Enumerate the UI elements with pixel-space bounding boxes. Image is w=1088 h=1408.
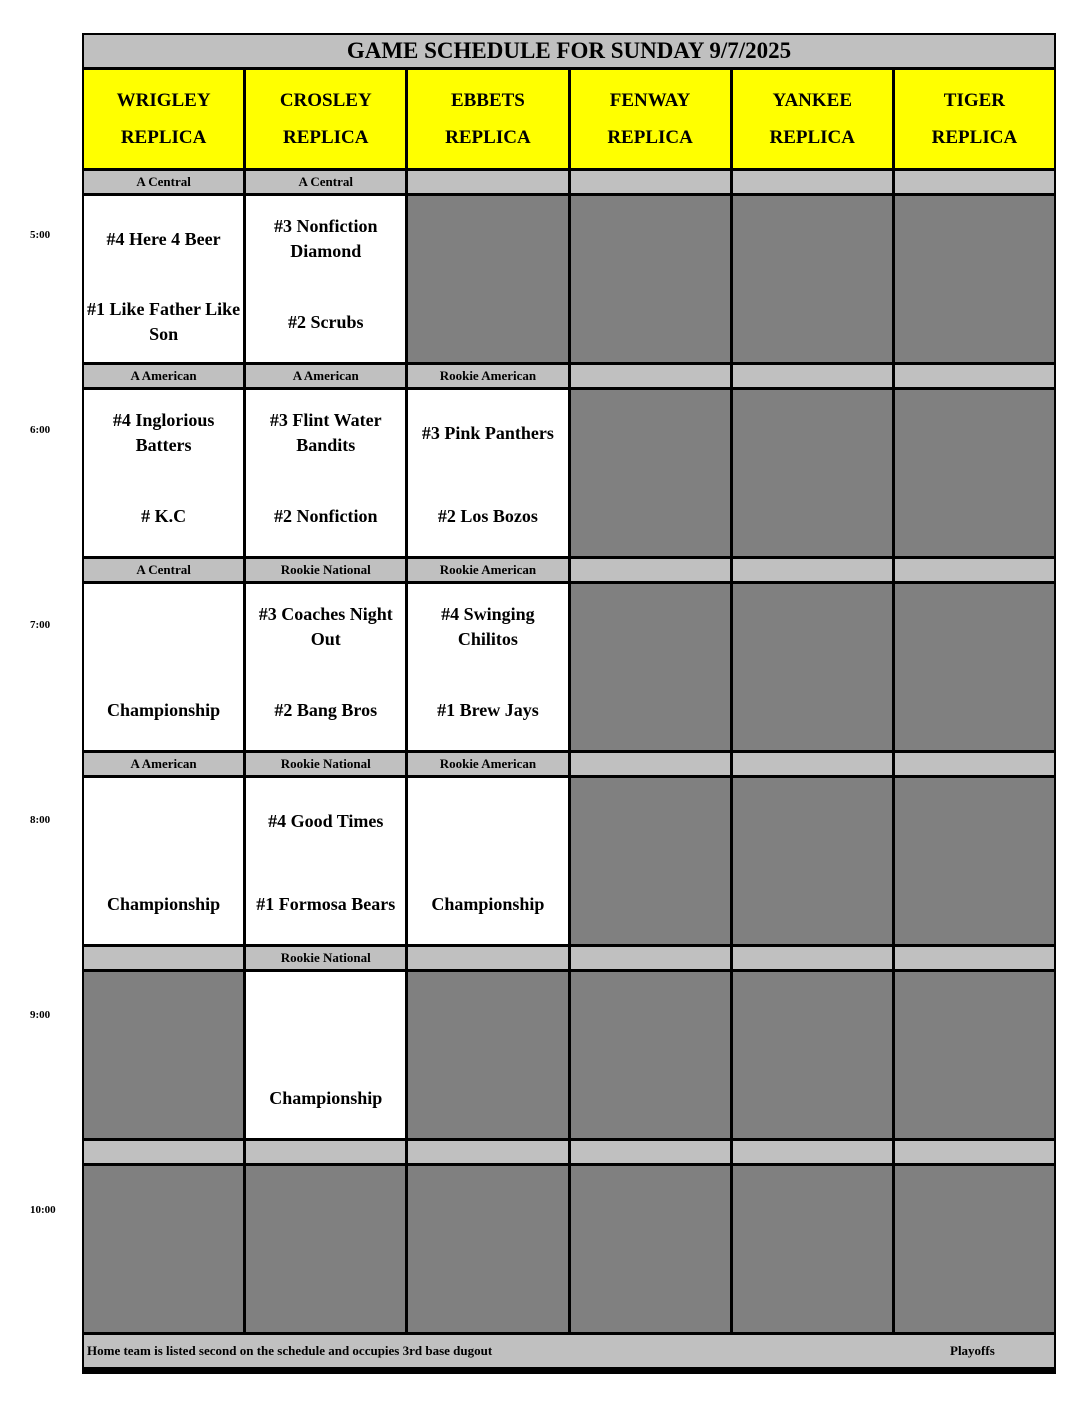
division-label [408, 171, 567, 193]
division-label [571, 559, 730, 581]
away-team [86, 778, 241, 864]
unused-slot [733, 390, 892, 556]
unused-slot [733, 972, 892, 1138]
footer-note: Home team is listed second on the schedule and occupies 3rd base dugout [87, 1343, 493, 1358]
division-label: A Central [246, 171, 405, 193]
venue-subtitle: REPLICA [931, 127, 1018, 148]
division-label [84, 947, 243, 969]
division-label [571, 947, 730, 969]
away-team: #3 Nonfiction Diamond [273, 216, 378, 261]
home-team: Championship [107, 699, 221, 720]
away-team [248, 972, 403, 1058]
venue-name: WRIGLEY [116, 90, 211, 111]
away-team: #3 Pink Panthers [421, 422, 554, 443]
game-cell [84, 390, 243, 556]
unused-slot [408, 972, 567, 1138]
unused-slot [733, 1166, 892, 1332]
footer-tag: Playoffs [950, 1343, 995, 1358]
unused-slot [895, 972, 1054, 1138]
home-team: #2 Nonfiction [273, 505, 378, 526]
division-label: Rookie National [246, 753, 405, 775]
venue-header-crosley [246, 70, 405, 168]
division-label: Rookie National [246, 559, 405, 581]
home-team: #1 Like Father Like Son [86, 299, 241, 344]
division-label [733, 559, 892, 581]
schedule-title: GAME SCHEDULE FOR SUNDAY 9/7/2025 [84, 35, 1054, 67]
away-team [86, 584, 241, 670]
away-team: #4 Good Times [268, 810, 384, 831]
game-cell [246, 972, 405, 1138]
home-team: #2 Scrubs [287, 311, 364, 332]
division-label [733, 365, 892, 387]
game-cell [246, 584, 405, 750]
game-cell [246, 196, 405, 362]
division-label [408, 1141, 567, 1163]
unused-slot [571, 196, 730, 362]
away-team: #4 Inglorious Batters [112, 410, 215, 455]
division-label [571, 365, 730, 387]
away-team: #4 Swinging Chilitos [441, 604, 535, 649]
unused-slot [895, 1166, 1054, 1332]
unused-slot [895, 778, 1054, 944]
venue-subtitle: REPLICA [120, 127, 207, 148]
venue-name: FENWAY [609, 90, 691, 111]
venue-subtitle: REPLICA [607, 127, 693, 148]
time-label: 10:00 [30, 1204, 56, 1216]
division-label [571, 171, 730, 193]
division-label: A Central [84, 559, 243, 581]
venue-header-ebbets [408, 70, 567, 168]
away-team: #3 Coaches Night Out [258, 604, 393, 649]
unused-slot [408, 196, 567, 362]
time-label: 6:00 [30, 424, 51, 436]
unused-slot [733, 196, 892, 362]
venue-subtitle: REPLICA [769, 127, 855, 148]
unused-slot [84, 972, 243, 1138]
venue-header-yankee [733, 70, 892, 168]
division-label [733, 753, 892, 775]
division-label [895, 365, 1054, 387]
venue-header-wrigley [84, 70, 243, 168]
schedule-footer [84, 1335, 1054, 1367]
home-team: #2 Los Bozos [437, 505, 538, 526]
game-cell [84, 584, 243, 750]
unused-slot [895, 584, 1054, 750]
division-label [895, 559, 1054, 581]
game-cell [408, 778, 567, 944]
venue-header-tiger [895, 70, 1054, 168]
game-cell [246, 778, 405, 944]
game-cell [408, 584, 567, 750]
venue-header-fenway [571, 70, 730, 168]
division-label: A Central [84, 171, 243, 193]
time-label: 9:00 [30, 1009, 51, 1021]
unused-slot [571, 972, 730, 1138]
home-team: # K.C [141, 505, 187, 526]
unused-slot [571, 390, 730, 556]
division-label: Rookie National [246, 947, 405, 969]
unused-slot [571, 584, 730, 750]
time-label: 5:00 [30, 229, 51, 241]
division-label [895, 947, 1054, 969]
unused-slot [84, 1166, 243, 1332]
division-label [733, 947, 892, 969]
division-label: Rookie American [408, 365, 567, 387]
game-cell [84, 196, 243, 362]
division-label: A American [84, 753, 243, 775]
away-team: #4 Here 4 Beer [106, 228, 221, 249]
home-team: #1 Brew Jays [437, 699, 539, 720]
home-team: #1 Formosa Bears [256, 893, 396, 914]
unused-slot [895, 390, 1054, 556]
venue-subtitle: REPLICA [445, 127, 531, 148]
unused-slot [246, 1166, 405, 1332]
division-label [408, 947, 567, 969]
home-team: Championship [107, 893, 221, 914]
division-label [895, 753, 1054, 775]
game-cell [246, 390, 405, 556]
home-team: Championship [431, 893, 545, 914]
venue-name: TIGER [943, 90, 1006, 111]
division-label [246, 1141, 405, 1163]
venue-name: YANKEE [772, 90, 853, 111]
game-cell [408, 390, 567, 556]
unused-slot [733, 584, 892, 750]
division-label: A American [84, 365, 243, 387]
venue-name: CROSLEY [279, 90, 372, 111]
schedule-table [82, 33, 1056, 1374]
unused-slot [733, 778, 892, 944]
unused-slot [895, 196, 1054, 362]
time-label: 8:00 [30, 814, 51, 826]
venue-subtitle: REPLICA [282, 127, 369, 148]
game-cell [84, 778, 243, 944]
division-label: Rookie American [408, 753, 567, 775]
division-label [733, 171, 892, 193]
division-label [733, 1141, 892, 1163]
venue-name: EBBETS [450, 90, 525, 111]
home-team: Championship [269, 1087, 383, 1108]
time-label: 7:00 [30, 619, 51, 631]
unused-slot [571, 778, 730, 944]
division-label [84, 1141, 243, 1163]
away-team: #3 Flint Water Bandits [269, 410, 382, 455]
division-label [895, 1141, 1054, 1163]
division-label [571, 1141, 730, 1163]
home-team: #2 Bang Bros [274, 699, 378, 720]
division-label: Rookie American [408, 559, 567, 581]
division-label [895, 171, 1054, 193]
division-label: A American [246, 365, 405, 387]
division-label [571, 753, 730, 775]
away-team [410, 778, 565, 864]
unused-slot [571, 1166, 730, 1332]
unused-slot [408, 1166, 567, 1332]
